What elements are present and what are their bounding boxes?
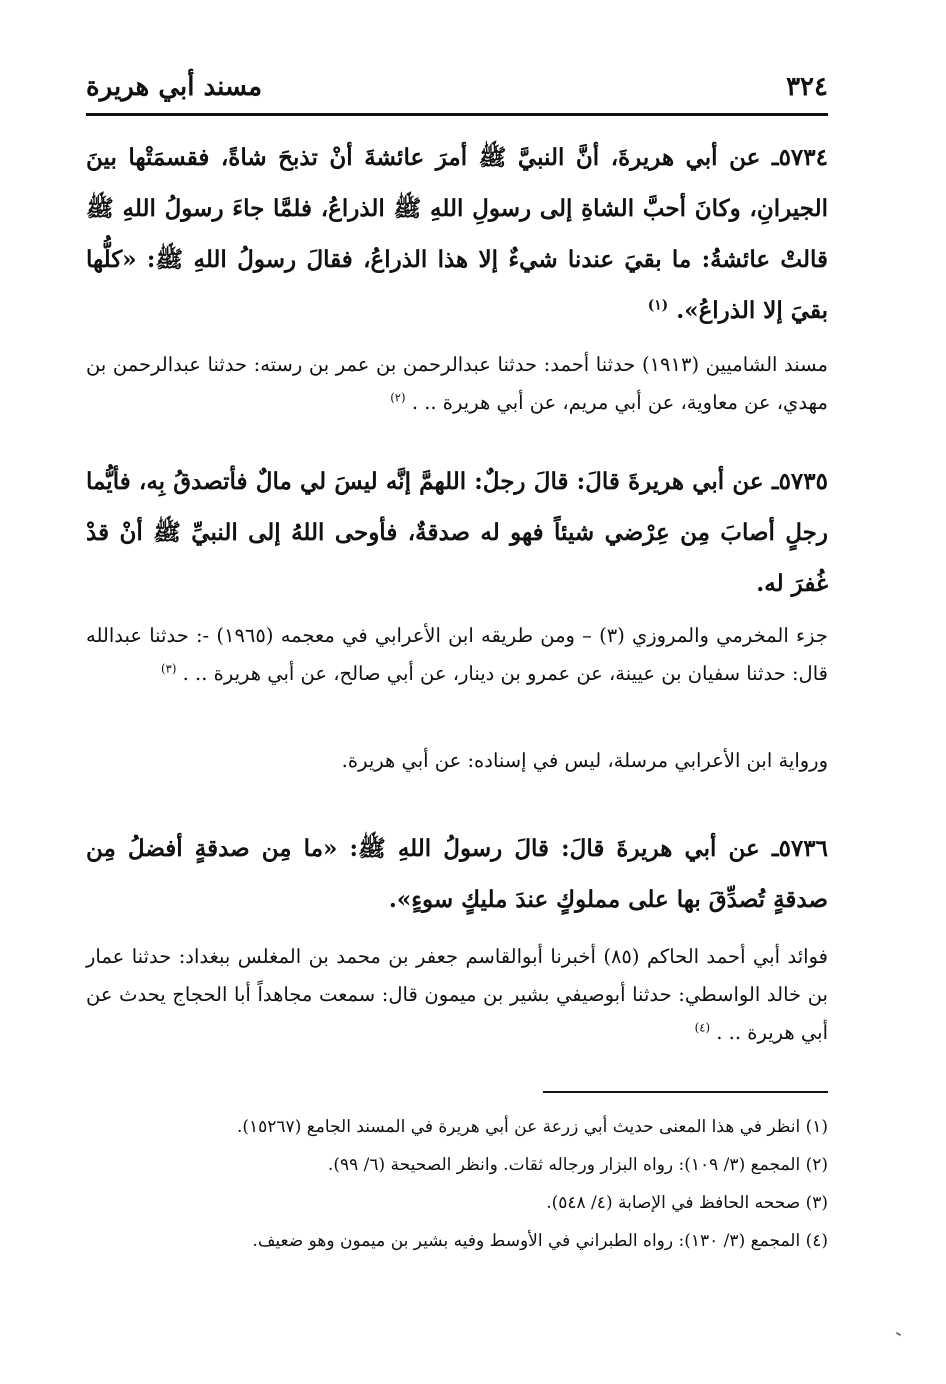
hadith-5736 [86,823,828,925]
running-header [86,72,828,114]
note-5735 [86,742,828,780]
footnote-4: (٤) المجمع (٣/ ١٣٠): رواه الطبراني في الأوسط وفيه بشير بن ميمون وهو ضعيف. [252,1231,828,1251]
page-number: ٣٢٤ [786,72,828,102]
hadith-text: ٥٧٣٤ـ عن أبي هريرةَ، أنَّ النبيَّ ﷺ أمرَ عائشةَ أنْ تذبحَ شاةً، فقسمَتْها بينَ الجيرانِ، وكانَ أحبَّ الشاةِ إلى رسولِ اللهِ ﷺ الذراعُ، فلمَّا جاءَ رسولُ اللهِ ﷺ قالتْ عائشةُ: ما بقيَ عندنا شيءٌ إلا هذا الذراعُ، فقالَ رسولُ اللهِ ﷺ: «كلُّها بقيَ إلا الذراعُ». [86,144,828,324]
source-text: جزء المخرمي والمروزي (٣) – ومن طريقه ابن الأعرابي في معجمه (١٩٦٥) -: حدثنا عبدالله قال: حدثنا سفيان بن عيينة، عن عمرو بن دينار، عن أبي صالح، عن أبي هريرة .. . [86,624,828,685]
hadith-5735 [86,456,828,609]
source-5734 [86,346,828,422]
source-5735 [86,617,828,693]
hadith-text: ٥٧٣٥ـ عن أبي هريرةَ قالَ: قالَ رجلٌ: اللهمَّ إنَّه ليسَ لي مالٌ فأتصدقُ بِه، فأيُّما رجلٍ أصابَ مِن عِرْضي شيئاً فهو له صدقةٌ، فأوحى اللهُ إلى النبيِّ ﷺ أنْ قدْ غُفرَ له. [86,468,828,597]
header-rule [86,113,828,116]
note-text: ورواية ابن الأعرابي مرسلة، ليس في إسناده: عن أبي هريرة. [341,749,828,772]
hadith-text: ٥٧٣٦ـ عن أبي هريرةَ قالَ: قالَ رسولُ اللهِ ﷺ: «ما مِن صدقةٍ أفضلُ مِن صدقةٍ تُصدِّقَ بها على مملوكٍ عندَ مليكٍ سوءٍ». [86,835,828,913]
footnote-separator [543,1091,828,1093]
footnote-1: (١) انظر في هذا المعنى حديث أبي زرعة عن أبي هريرة في المسند الجامع (١٥٢٦٧). [236,1117,828,1137]
source-text: فوائد أبي أحمد الحاكم (٨٥) أخبرنا أبوالقاسم جعفر بن محمد بن المغلس ببغداد: حدثنا عمار بن خالد الواسطي: حدثنا أبوصيفي بشير بن ميمون قال: سمعت مجاهداً أبا الحجاج يحدث عن أبي هريرة .. . [86,945,828,1044]
hadith-5734 [86,132,828,336]
footnote-marker: (٤) [694,1020,711,1035]
footnote-3: (٣) صححه الحافظ في الإصابة (٤/ ٥٤٨). [546,1193,828,1213]
source-text: مسند الشاميين (١٩١٣) حدثنا أحمد: حدثنا عبدالرحمن بن عمر بن رسته: حدثنا عبدالرحمن بن مهدي، عن معاوية، عن أبي مريم، عن أبي هريرة .. . [86,353,828,414]
footnote-marker: (٣) [161,661,177,676]
book-title: مسند أبي هريرة [86,72,263,102]
scan-speck [896,1332,901,1336]
footnote-marker: (٢) [390,390,406,405]
footnote-marker: (١) [647,297,669,314]
source-5736 [86,938,828,1052]
footnote-2: (٢) المجمع (٣/ ١٠٩): رواه البزار ورجاله ثقات. وانظر الصحيحة (٦/ ٩٩). [327,1155,828,1175]
